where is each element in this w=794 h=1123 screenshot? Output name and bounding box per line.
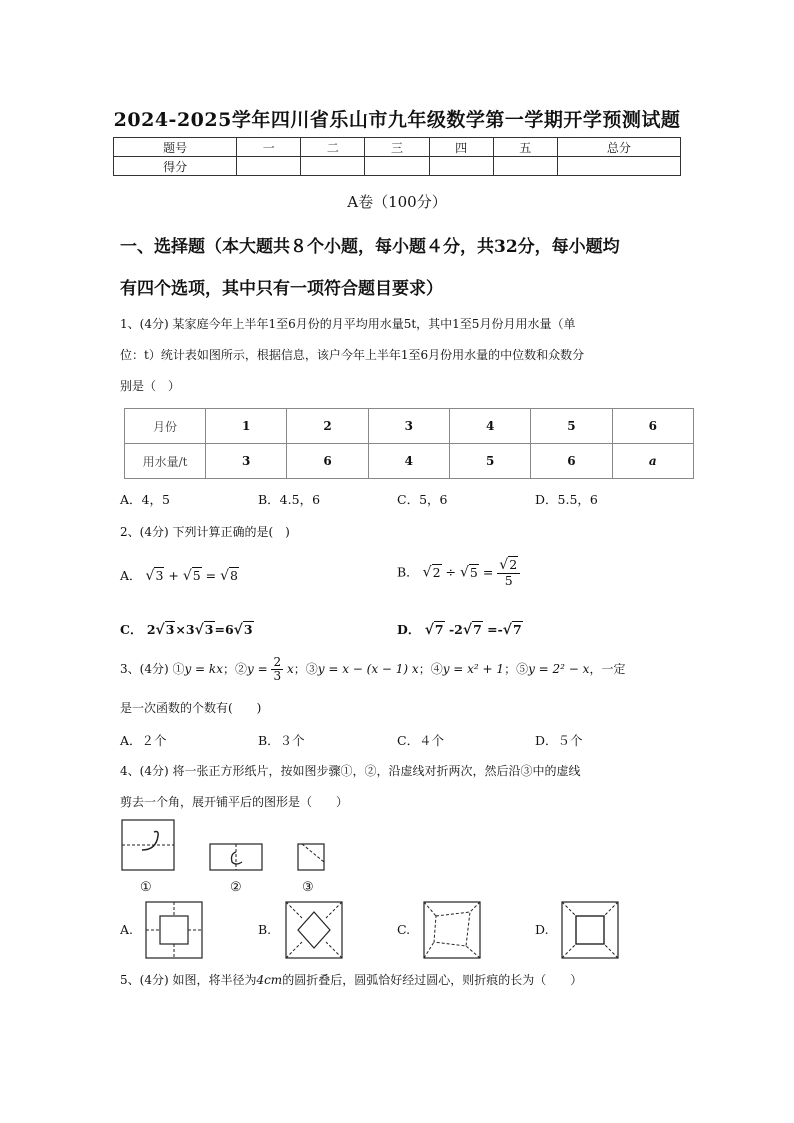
score-cell[interactable] <box>301 157 365 176</box>
water-usage-table <box>124 408 694 479</box>
option-letter: A． <box>120 568 142 583</box>
option-letter: D． <box>397 622 421 637</box>
score-cell[interactable] <box>365 157 429 176</box>
page-title: 2024-2025学年四川省乐山市九年级数学第一学期开学预测试题 <box>113 109 681 131</box>
usage-cell: a <box>612 444 693 479</box>
radicand: 3 <box>155 568 164 583</box>
score-header-cell: 二 <box>301 138 365 157</box>
operator: ×3 <box>175 622 195 637</box>
q4-option-b-label[interactable]: B. <box>258 922 272 937</box>
score-table-header-row <box>114 138 681 157</box>
score-table-score-row <box>114 157 681 176</box>
q3-expr-1: y = kx <box>184 662 223 677</box>
radicand: 2 <box>432 564 441 580</box>
fold-step-3-figure <box>296 842 328 874</box>
q3-option-a[interactable]: A．２个 <box>120 733 167 748</box>
q1-option-a[interactable]: A．4，5 <box>120 492 170 507</box>
score-cell[interactable] <box>429 157 493 176</box>
usage-cell: 5 <box>449 444 530 479</box>
usage-cell: 3 <box>206 444 287 479</box>
month-cell: 4 <box>449 409 530 444</box>
q2-option-b[interactable]: B． √2 ÷ √5 = $\frac{√2}{5}$ <box>397 558 520 588</box>
option-letter: C． <box>120 622 143 637</box>
q3-stem-line1: 3、(4分) ①y = kx；②y = $\frac{2}{3}$ x；③y = x − (x − 1) x；④y = x² + 1；⑤y = 2² − x，一定 <box>120 655 626 684</box>
q4-option-d-label[interactable]: D. <box>535 922 549 937</box>
month-cell: 1 <box>206 409 287 444</box>
q3-option-d[interactable]: D．５个 <box>535 733 583 748</box>
radicand: 3 <box>165 622 175 637</box>
month-cell: 6 <box>612 409 693 444</box>
radicand: 7 <box>473 622 482 637</box>
radicand: 2 <box>509 557 518 572</box>
q4-option-c-figure[interactable] <box>422 900 482 960</box>
q4-option-a-label[interactable]: A. <box>120 922 134 937</box>
month-label: 月份 <box>125 409 206 444</box>
q4-stem-line2: 剪去一个角，展开铺平后的图形是（ ） <box>120 795 349 809</box>
water-table-month-row <box>125 409 694 444</box>
fold-step-2-figure <box>208 842 266 872</box>
q4-option-b-figure[interactable] <box>284 900 344 960</box>
month-cell: 5 <box>531 409 612 444</box>
radicand: 8 <box>230 568 238 583</box>
water-table-usage-row <box>125 444 694 479</box>
score-header-cell: 一 <box>237 138 301 157</box>
fraction: $\frac{2}{3}$ <box>273 655 282 684</box>
part1-heading-line1: 一、选择题（本大题共８个小题，每小题４分，共32分，每小题均 <box>120 237 620 257</box>
q1-stem-line3: 别是（ ） <box>120 379 181 393</box>
score-header-cell: 总分 <box>557 138 680 157</box>
operator: -2 <box>448 622 463 637</box>
score-header-cell: 四 <box>429 138 493 157</box>
q2-option-d[interactable]: D． √7 -2√7 =-√7 <box>397 622 522 638</box>
q1-stem-line1: 1、(4分) 某家庭今年上半年1至6月份的月平均用水量5t，其中1至5月份月用水量（单 <box>120 317 576 331</box>
score-table <box>113 137 681 176</box>
score-cell[interactable] <box>237 157 301 176</box>
q2-option-a[interactable]: A． √3 + √5 = √8 <box>120 568 238 584</box>
q1-option-c[interactable]: C．5，6 <box>397 492 448 507</box>
fold-step-2-label: ② <box>230 880 242 895</box>
fraction-denominator: 5 <box>504 573 513 589</box>
q4-option-d-figure[interactable] <box>560 900 620 960</box>
q2-stem: 2、(4分) 下列计算正确的是( ) <box>120 525 290 539</box>
score-cell[interactable] <box>493 157 557 176</box>
q3-expr-3: y = x − (x − 1) x <box>317 662 419 677</box>
usage-label: 用水量/t <box>125 444 206 479</box>
month-cell: 3 <box>368 409 449 444</box>
radicand: 5 <box>469 564 478 580</box>
q1-stem-line2: 位：t）统计表如图所示，根据信息，该户今年上半年1至6月份用水量的中位数和众数分 <box>120 348 585 362</box>
q3-stem-line2: 是一次函数的个数有( ) <box>120 701 262 715</box>
q3-option-c[interactable]: C．４个 <box>397 733 445 748</box>
part1-heading-line2: 有四个选项，其中只有一项符合题目要求） <box>120 279 443 299</box>
section-a-heading: A卷（100分） <box>347 193 447 211</box>
option-letter: B． <box>397 564 419 580</box>
radicand: 5 <box>192 568 201 583</box>
score-row-label: 得分 <box>114 157 237 176</box>
fraction: $\frac{√2}{5}$ <box>497 558 520 588</box>
q1-option-b[interactable]: B．4.5，6 <box>258 492 321 507</box>
score-header-cell: 五 <box>493 138 557 157</box>
q4-stem-line1: 4、(4分) 将一张正方形纸片，按如图步骤①，②，沿虚线对折两次，然后沿③中的虚线 <box>120 764 581 778</box>
q3-expr-4: y = x² + 1 <box>442 662 505 677</box>
score-header-cell: 题号 <box>114 138 237 157</box>
usage-cell: 6 <box>287 444 368 479</box>
score-header-cell: 三 <box>365 138 429 157</box>
radicand: 3 <box>204 622 214 637</box>
usage-cell: 6 <box>531 444 612 479</box>
month-cell: 2 <box>287 409 368 444</box>
fold-step-3-label: ③ <box>302 880 314 895</box>
q2-option-c[interactable]: C． 2√3×3√3=6√3 <box>120 622 253 638</box>
fold-step-1-label: ① <box>140 880 152 895</box>
fold-step-1-figure <box>120 818 180 874</box>
q1-option-d[interactable]: D．5.5，6 <box>535 492 598 507</box>
q5-radius-value: 4cm <box>256 973 283 987</box>
operator: =6 <box>214 622 234 637</box>
radicand: 7 <box>513 622 522 637</box>
radicand: 3 <box>243 622 253 637</box>
q4-option-c-label[interactable]: C. <box>397 922 411 937</box>
score-cell[interactable] <box>557 157 680 176</box>
operator: =- <box>487 622 503 637</box>
q3-option-b[interactable]: B．３个 <box>258 733 305 748</box>
q3-expr-5: y = 2² − x <box>528 662 590 677</box>
radicand: 7 <box>434 622 444 637</box>
q5-stem: 5、(4分) 如图，将半径为4cm的圆折叠后，圆弧恰好经过圆心，则折痕的长为（ ） <box>120 973 583 987</box>
coefficient: 2 <box>146 622 156 637</box>
usage-cell: 4 <box>368 444 449 479</box>
q4-option-a-figure[interactable] <box>144 900 204 960</box>
